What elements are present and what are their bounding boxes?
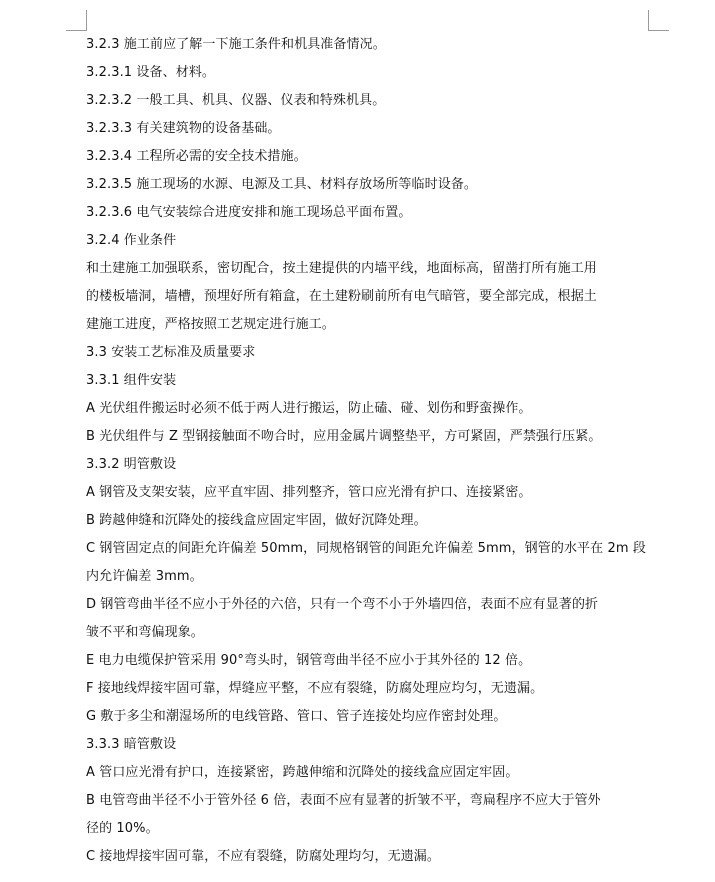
text-line: 3.3.1 组件安装 (86, 373, 177, 388)
text-line: A 钢管及支架安装，应平直牢固、排列整齐，管口应光滑有护口、连接紧密。 (86, 485, 532, 500)
text-line: B 电管弯曲半径不小于管外径 6 倍，表面不应有显著的折皱不平，弯扁程序不应大于管外 (86, 793, 601, 808)
text-line: B 光伏组件与 Z 型钢接触面不吻合时，应用金属片调整垫平，方可紧固，严禁强行压紧。 (86, 429, 602, 444)
text-line: 3.3.3 暗管敷设 (86, 737, 177, 752)
text-line: 内允许偏差 3mm。 (86, 569, 203, 584)
text-line: 建施工进度，严格按照工艺规定进行施工。 (86, 317, 335, 332)
text-line: C 接地焊接牢固可靠，不应有裂缝，防腐处理均匀，无遗漏。 (86, 849, 441, 864)
text-line: 3.2.3.4 工程所必需的安全技术措施。 (86, 149, 307, 164)
margin-corner-mark-top-right (648, 10, 669, 31)
text-line: 3.2.3.6 电气安装综合进度安排和施工现场总平面布置。 (86, 205, 412, 220)
margin-corner-mark-top-left (66, 10, 87, 31)
text-line: 的楼板墙洞，墙槽，预埋好所有箱盒，在土建粉刷前所有电气暗管，要全部完成，根据土 (86, 289, 597, 304)
text-line: D 钢管弯曲半径不应小于外径的六倍，只有一个弯不小于外墙四倍，表面不应有显著的折 (86, 597, 599, 612)
text-line: A 光伏组件搬运时必须不低于两人进行搬运，防止磕、碰、划伤和野蛮操作。 (86, 401, 532, 416)
text-line: 3.2.3.3 有关建筑物的设备基础。 (86, 121, 281, 136)
text-line: 3.2.3.1 设备、材料。 (86, 65, 216, 80)
text-line: 皱不平和弯偏现象。 (86, 625, 204, 640)
text-line: 3.2.3.5 施工现场的水源、电源及工具、材料存放场所等临时设备。 (86, 177, 478, 192)
text-line: F 接地线焊接牢固可靠，焊缝应平整，不应有裂缝，防腐处理应均匀，无遗漏。 (86, 681, 544, 696)
text-line: 径的 10%。 (86, 821, 159, 836)
text-line: C 钢管固定点的间距允许偏差 50mm，同规格钢管的间距允许偏差 5mm，钢管的水平在 2m 段 (86, 541, 646, 556)
text-line: B 跨越伸缝和沉降处的接线盒应固定牢固，做好沉降处理。 (86, 513, 427, 528)
text-line: 3.2.3.2 一般工具、机具、仪器、仪表和特殊机具。 (86, 93, 386, 108)
text-line: 和土建施工加强联系，密切配合，按土建提供的内墙平线，地面标高，留凿打所有施工用 (86, 261, 597, 276)
text-line: G 敷于多尘和潮湿场所的电线管路、管口、管子连接处均应作密封处理。 (86, 709, 507, 724)
text-line: E 电力电缆保护管采用 90°弯头时，钢管弯曲半径不应小于其外径的 12 倍。 (86, 653, 532, 668)
text-line: 3.3 安装工艺标准及质量要求 (86, 345, 256, 360)
text-line: A 管口应光滑有护口，连接紧密，跨越伸缩和沉降处的接线盒应固定牢固。 (86, 765, 519, 780)
text-line: 3.2.3 施工前应了解一下施工条件和机具准备情况。 (86, 37, 386, 52)
text-line: 3.2.4 作业条件 (86, 233, 177, 248)
text-line: 3.3.2 明管敷设 (86, 457, 177, 472)
document-body[interactable] (86, 31, 648, 871)
